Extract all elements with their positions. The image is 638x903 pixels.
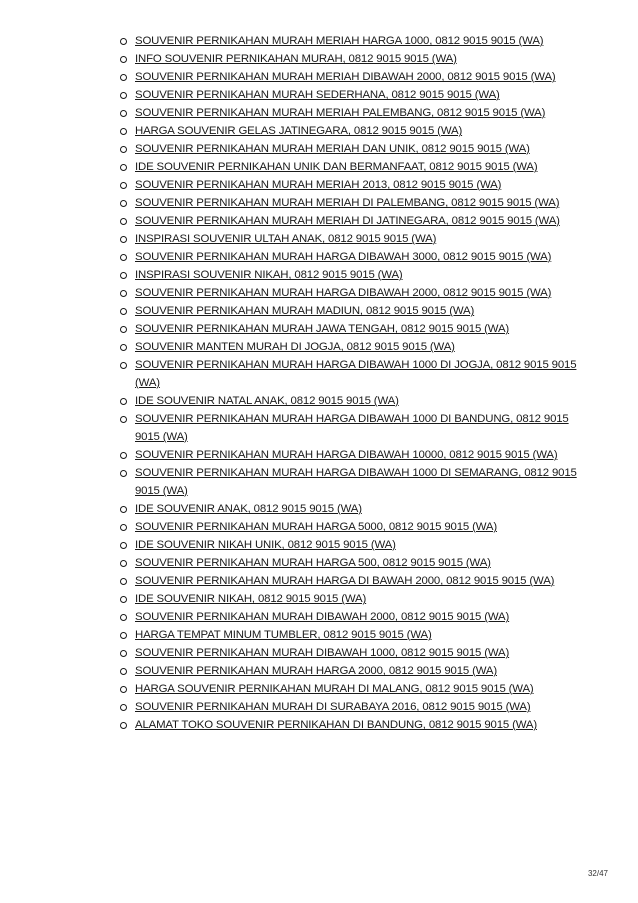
list-link[interactable]: SOUVENIR PERNIKAHAN MURAH HARGA DIBAWAH 1000 DI BANDUNG, 0812 9015 9015 (WA) xyxy=(135,413,569,443)
list-item xyxy=(118,698,578,716)
list-link[interactable]: SOUVENIR PERNIKAHAN MURAH HARGA 5000, 0812 9015 9015 (WA) xyxy=(135,521,497,533)
list-item xyxy=(118,230,578,248)
list-link[interactable]: SOUVENIR PERNIKAHAN MURAH HARGA 500, 0812 9015 9015 (WA) xyxy=(135,557,491,569)
list-item xyxy=(118,464,578,500)
list-item xyxy=(118,68,578,86)
list-link[interactable]: SOUVENIR PERNIKAHAN MURAH MADIUN, 0812 9015 9015 (WA) xyxy=(135,305,475,317)
circle-bullet-icon xyxy=(120,236,127,243)
list-item xyxy=(118,536,578,554)
list-item xyxy=(118,212,578,230)
circle-bullet-icon xyxy=(120,110,127,117)
list-item xyxy=(118,590,578,608)
list-item xyxy=(118,266,578,284)
circle-bullet-icon xyxy=(120,596,127,603)
list-item xyxy=(118,284,578,302)
circle-bullet-icon xyxy=(120,146,127,153)
list-link[interactable]: IDE SOUVENIR PERNIKAHAN UNIK DAN BERMANFAAT, 0812 9015 9015 (WA) xyxy=(135,161,538,173)
list-link[interactable]: IDE SOUVENIR ANAK, 0812 9015 9015 (WA) xyxy=(135,503,362,515)
list-link[interactable]: SOUVENIR PERNIKAHAN MURAH MERIAH DI PALEMBANG, 0812 9015 9015 (WA) xyxy=(135,197,560,209)
list-item xyxy=(118,122,578,140)
circle-bullet-icon xyxy=(120,416,127,423)
list-item xyxy=(118,140,578,158)
list-link[interactable]: SOUVENIR PERNIKAHAN MURAH JAWA TENGAH, 0812 9015 9015 (WA) xyxy=(135,323,510,335)
list-item xyxy=(118,50,578,68)
list-item xyxy=(118,302,578,320)
list-item xyxy=(118,392,578,410)
list-item xyxy=(118,680,578,698)
list-link[interactable]: SOUVENIR PERNIKAHAN MURAH HARGA DIBAWAH 2000, 0812 9015 9015 (WA) xyxy=(135,287,552,299)
circle-bullet-icon xyxy=(120,452,127,459)
list-link[interactable]: IDE SOUVENIR NIKAH, 0812 9015 9015 (WA) xyxy=(135,593,367,605)
list-link[interactable]: IDE SOUVENIR NATAL ANAK, 0812 9015 9015 (WA) xyxy=(135,395,399,407)
circle-bullet-icon xyxy=(120,722,127,729)
list-link[interactable]: SOUVENIR PERNIKAHAN MURAH MERIAH DIBAWAH 2000, 0812 9015 9015 (WA) xyxy=(135,71,556,83)
circle-bullet-icon xyxy=(120,290,127,297)
list-link[interactable]: SOUVENIR PERNIKAHAN MURAH HARGA DIBAWAH 1000 DI SEMARANG, 0812 9015 9015 (WA) xyxy=(135,467,577,497)
circle-bullet-icon xyxy=(120,308,127,315)
list-item xyxy=(118,338,578,356)
list-item xyxy=(118,626,578,644)
circle-bullet-icon xyxy=(120,632,127,639)
list-link[interactable]: SOUVENIR PERNIKAHAN MURAH HARGA 2000, 0812 9015 9015 (WA) xyxy=(135,665,497,677)
list-link[interactable]: SOUVENIR PERNIKAHAN MURAH SEDERHANA, 0812 9015 9015 (WA) xyxy=(135,89,500,101)
circle-bullet-icon xyxy=(120,614,127,621)
circle-bullet-icon xyxy=(120,704,127,711)
list-link[interactable]: HARGA SOUVENIR GELAS JATINEGARA, 0812 9015 9015 (WA) xyxy=(135,125,463,137)
circle-bullet-icon xyxy=(120,542,127,549)
circle-bullet-icon xyxy=(120,200,127,207)
list-item xyxy=(118,194,578,212)
list-item xyxy=(118,608,578,626)
list-link[interactable]: SOUVENIR PERNIKAHAN MURAH DIBAWAH 1000, 0812 9015 9015 (WA) xyxy=(135,647,510,659)
circle-bullet-icon xyxy=(120,578,127,585)
list-link[interactable]: SOUVENIR PERNIKAHAN MURAH MERIAH HARGA 1000, 0812 9015 9015 (WA) xyxy=(135,35,544,47)
circle-bullet-icon xyxy=(120,524,127,531)
circle-bullet-icon xyxy=(120,218,127,225)
list-link[interactable]: INSPIRASI SOUVENIR NIKAH, 0812 9015 9015 (WA) xyxy=(135,269,403,281)
circle-bullet-icon xyxy=(120,272,127,279)
list-item xyxy=(118,104,578,122)
list-item xyxy=(118,662,578,680)
circle-bullet-icon xyxy=(120,164,127,171)
circle-bullet-icon xyxy=(120,650,127,657)
list-link[interactable]: SOUVENIR PERNIKAHAN MURAH HARGA DIBAWAH 10000, 0812 9015 9015 (WA) xyxy=(135,449,558,461)
list-item xyxy=(118,248,578,266)
circle-bullet-icon xyxy=(120,38,127,45)
circle-bullet-icon xyxy=(120,74,127,81)
list-item xyxy=(118,320,578,338)
list-item xyxy=(118,518,578,536)
list-item xyxy=(118,176,578,194)
circle-bullet-icon xyxy=(120,506,127,513)
list-item xyxy=(118,86,578,104)
list-link[interactable]: SOUVENIR PERNIKAHAN MURAH HARGA DIBAWAH 1000 DI JOGJA, 0812 9015 9015 (WA) xyxy=(135,359,577,389)
list-item xyxy=(118,644,578,662)
list-link[interactable]: SOUVENIR PERNIKAHAN MURAH DI SURABAYA 2016, 0812 9015 9015 (WA) xyxy=(135,701,531,713)
list-link[interactable]: ALAMAT TOKO SOUVENIR PERNIKAHAN DI BANDUNG, 0812 9015 9015 (WA) xyxy=(135,719,538,731)
circle-bullet-icon xyxy=(120,398,127,405)
list-item xyxy=(118,356,578,392)
circle-bullet-icon xyxy=(120,182,127,189)
list-link[interactable]: SOUVENIR MANTEN MURAH DI JOGJA, 0812 9015 9015 (WA) xyxy=(135,341,455,353)
list-link[interactable]: HARGA TEMPAT MINUM TUMBLER, 0812 9015 9015 (WA) xyxy=(135,629,432,641)
list-item xyxy=(118,500,578,518)
list-link[interactable]: SOUVENIR PERNIKAHAN MURAH MERIAH 2013, 0812 9015 9015 (WA) xyxy=(135,179,502,191)
list-item xyxy=(118,572,578,590)
list-item xyxy=(118,716,578,734)
list-link[interactable]: INFO SOUVENIR PERNIKAHAN MURAH, 0812 9015 9015 (WA) xyxy=(135,53,457,65)
circle-bullet-icon xyxy=(120,686,127,693)
circle-bullet-icon xyxy=(120,254,127,261)
list-item xyxy=(118,32,578,50)
link-list xyxy=(118,32,578,734)
circle-bullet-icon xyxy=(120,344,127,351)
list-link[interactable]: HARGA SOUVENIR PERNIKAHAN MURAH DI MALANG, 0812 9015 9015 (WA) xyxy=(135,683,534,695)
list-item xyxy=(118,554,578,572)
list-link[interactable]: SOUVENIR PERNIKAHAN MURAH MERIAH DAN UNIK, 0812 9015 9015 (WA) xyxy=(135,143,530,155)
circle-bullet-icon xyxy=(120,362,127,369)
circle-bullet-icon xyxy=(120,128,127,135)
list-item xyxy=(118,158,578,176)
page-number: 32/47 xyxy=(587,869,608,878)
circle-bullet-icon xyxy=(120,668,127,675)
list-item xyxy=(118,446,578,464)
list-link[interactable]: SOUVENIR PERNIKAHAN MURAH MERIAH DI JATINEGARA, 0812 9015 9015 (WA) xyxy=(135,215,560,227)
circle-bullet-icon xyxy=(120,56,127,63)
circle-bullet-icon xyxy=(120,470,127,477)
circle-bullet-icon xyxy=(120,326,127,333)
list-link[interactable]: SOUVENIR PERNIKAHAN MURAH HARGA DI BAWAH 2000, 0812 9015 9015 (WA) xyxy=(135,575,555,587)
list-link[interactable]: INSPIRASI SOUVENIR ULTAH ANAK, 0812 9015 9015 (WA) xyxy=(135,233,437,245)
circle-bullet-icon xyxy=(120,92,127,99)
list-item xyxy=(118,410,578,446)
list-link[interactable]: SOUVENIR PERNIKAHAN MURAH DIBAWAH 2000, 0812 9015 9015 (WA) xyxy=(135,611,510,623)
list-link[interactable]: SOUVENIR PERNIKAHAN MURAH HARGA DIBAWAH 3000, 0812 9015 9015 (WA) xyxy=(135,251,552,263)
list-link[interactable]: SOUVENIR PERNIKAHAN MURAH MERIAH PALEMBANG, 0812 9015 9015 (WA) xyxy=(135,107,546,119)
list-link[interactable]: IDE SOUVENIR NIKAH UNIK, 0812 9015 9015 (WA) xyxy=(135,539,396,551)
circle-bullet-icon xyxy=(120,560,127,567)
